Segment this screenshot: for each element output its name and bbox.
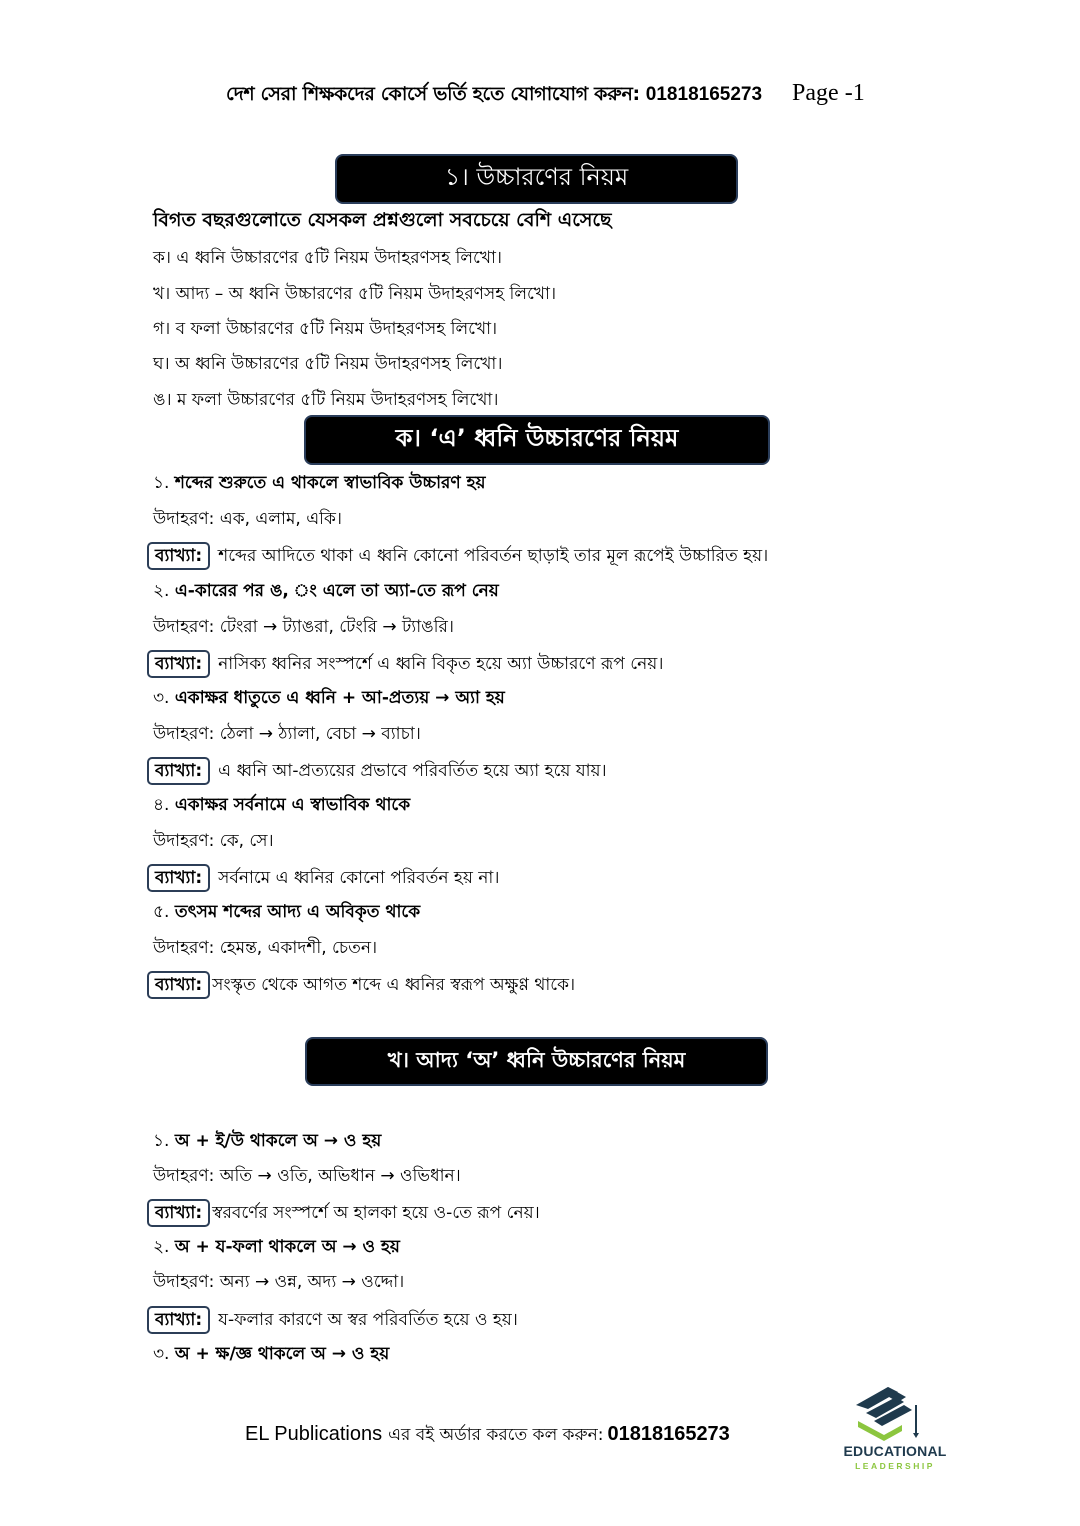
rule-title	[153, 1235, 400, 1259]
explanation-tag: ব্যাখ্যা:	[147, 757, 210, 785]
footer-phone: 01818165273	[607, 1423, 730, 1445]
rule-explanation	[153, 971, 575, 999]
banner-title: খ। আদ্য ‘অ’ ধ্বনি উচ্চারণের নিয়ম	[387, 1048, 686, 1072]
rule-explanation	[153, 757, 607, 785]
rule-heading: অ + ক্ষ/জ্ঞ থাকলে অ → ও হয়	[174, 1344, 390, 1364]
rule-number: ৪.	[153, 795, 170, 815]
page-footer	[245, 1422, 730, 1450]
rule-example: উদাহরণ: ঠেলা → ঠ্যালা, বেচা → ব্যাচা।	[153, 724, 421, 744]
header-text: দেশ সেরা শিক্ষকদের কোর্সে ভর্তি হতে যোগাযোগ করুন:	[226, 83, 640, 105]
rule-example: উদাহরণ: অতি → ওতি, অভিধান → ওভিধান।	[153, 1166, 461, 1186]
explanation-tag: ব্যাখ্যা:	[147, 1306, 210, 1334]
rule-example: উদাহরণ: কে, সে।	[153, 831, 274, 851]
explanation-text: শব্দের আদিতে থাকা এ ধ্বনি কোনো পরিবর্তন ছাড়াই তার মূল রূপেই উচ্চারিত হয়।	[218, 546, 769, 566]
explanation-tag: ব্যাখ্যা:	[147, 542, 210, 570]
explanation-tag: ব্যাখ্যা:	[147, 1199, 210, 1227]
explanation-text: য-ফলার কারণে অ স্বর পরিবর্তিত হয়ে ও হয়।	[218, 1310, 518, 1330]
explanation-text: সর্বনামে এ ধ্বনির কোনো পরিবর্তন হয় না।	[218, 868, 500, 888]
question-item: খ। আদ্য – অ ধ্বনি উচ্চারণের ৫টি নিয়ম উদাহরণসহ লিখো।	[153, 284, 557, 304]
publisher-name: EL Publications	[245, 1423, 383, 1445]
question-item: ঘ। অ ধ্বনি উচ্চারণের ৫টি নিয়ম উদাহরণসহ লিখো।	[153, 354, 503, 374]
rule-explanation	[153, 864, 499, 892]
rule-title	[153, 579, 499, 603]
rule-number: ১.	[153, 1131, 170, 1151]
rule-example: উদাহরণ: এক, এলাম, একি।	[153, 509, 342, 529]
banner-title: ১। উচ্চারণের নিয়ম	[444, 163, 629, 191]
subheading: বিগত বছরগুলোতে যেসকল প্রশ্নগুলো সবচেয়ে বেশি এসেছে	[153, 209, 612, 231]
footer-text: এর বই অর্ডার করতে কল করুন:	[388, 1425, 604, 1445]
rule-example: উদাহরণ: হেমন্ত, একাদশী, চেতন।	[153, 938, 378, 958]
header-phone: 01818165273	[645, 84, 763, 105]
rule-title	[153, 1129, 381, 1153]
rule-number: ৩.	[153, 688, 170, 708]
explanation-tag: ব্যাখ্যা:	[147, 650, 210, 678]
rule-heading: তৎসম শব্দের আদ্য এ অবিকৃত থাকে	[174, 902, 421, 922]
rule-heading: একাক্ষর সর্বনামে এ স্বাভাবিক থাকে	[174, 795, 411, 815]
rule-number: ৩.	[153, 1344, 170, 1364]
rule-explanation	[153, 542, 768, 570]
rule-title	[153, 793, 410, 817]
rule-number: ১.	[153, 473, 170, 493]
section-banner-initial-a-sound	[305, 1037, 768, 1086]
rule-heading: অ + ই/উ থাকলে অ → ও হয়	[174, 1131, 382, 1151]
question-item: ঙ। ম ফলা উচ্চারণের ৫টি নিয়ম উদাহরণসহ লিখো।	[153, 390, 499, 410]
explanation-text: এ ধ্বনি আ-প্রত্যয়ের প্রভাবে পরিবর্তিত হয়ে অ্যা হয়ে যায়।	[218, 761, 607, 781]
rule-title	[153, 471, 486, 495]
explanation-text: সংস্কৃত থেকে আগত শব্দে এ ধ্বনির স্বরূপ অক্ষুণ্ণ থাকে।	[212, 975, 576, 995]
rule-number: ২.	[153, 1237, 170, 1257]
graduation-cap-e-icon	[850, 1383, 940, 1443]
rule-number: ৫.	[153, 902, 170, 922]
rule-title	[153, 900, 420, 924]
logo-word-educational: EDUCATIONAL	[843, 1443, 947, 1459]
question-item: গ। ব ফলা উচ্চারণের ৫টি নিয়ম উদাহরণসহ লিখো।	[153, 319, 498, 339]
rule-title	[153, 686, 505, 710]
explanation-tag: ব্যাখ্যা:	[147, 864, 210, 892]
rule-explanation	[153, 1199, 540, 1227]
rule-example: উদাহরণ: টেংরা → ট্যাঙরা, টেংরি → ট্যাঙরি।	[153, 617, 454, 637]
explanation-text: স্বরবর্ণের সংস্পর্শে অ হালকা হয়ে ও-তে রূপ নেয়।	[212, 1203, 540, 1223]
rule-heading: একাক্ষর ধাতুতে এ ধ্বনি + আ-প্রত্যয় → অ্যা হয়	[174, 688, 505, 708]
educational-leadership-logo	[830, 1383, 960, 1478]
page-number: Page -1	[792, 80, 865, 106]
rule-number: ২.	[153, 581, 170, 601]
rule-explanation	[153, 1306, 518, 1334]
page-header	[226, 80, 926, 110]
rule-title	[153, 1342, 389, 1366]
rule-explanation	[153, 650, 663, 678]
question-item: ক। এ ধ্বনি উচ্চারণের ৫টি নিয়ম উদাহরণসহ লিখো।	[153, 248, 502, 268]
logo-word-leadership: LEADERSHIP	[855, 1461, 935, 1471]
section-banner-e-sound	[304, 415, 770, 465]
banner-title: ক। ‘এ’ ধ্বনি উচ্চারণের নিয়ম	[395, 424, 679, 452]
rule-example: উদাহরণ: অন্য → ওন্ন, অদ্য → ওদ্দো।	[153, 1272, 405, 1292]
section-banner-pronunciation-rules	[335, 154, 738, 204]
explanation-text: নাসিক্য ধ্বনির সংস্পর্শে এ ধ্বনি বিকৃত হয়ে অ্যা উচ্চারণে রূপ নেয়।	[218, 654, 664, 674]
rule-heading: এ-কারের পর ঙ, ং এলে তা অ্যা-তে রূপ নেয়	[174, 581, 499, 601]
rule-heading: অ + য-ফলা থাকলে অ → ও হয়	[174, 1237, 400, 1257]
explanation-tag: ব্যাখ্যা:	[147, 971, 210, 999]
rule-heading: শব্দের শুরুতে এ থাকলে স্বাভাবিক উচ্চারণ হয়	[174, 473, 486, 493]
